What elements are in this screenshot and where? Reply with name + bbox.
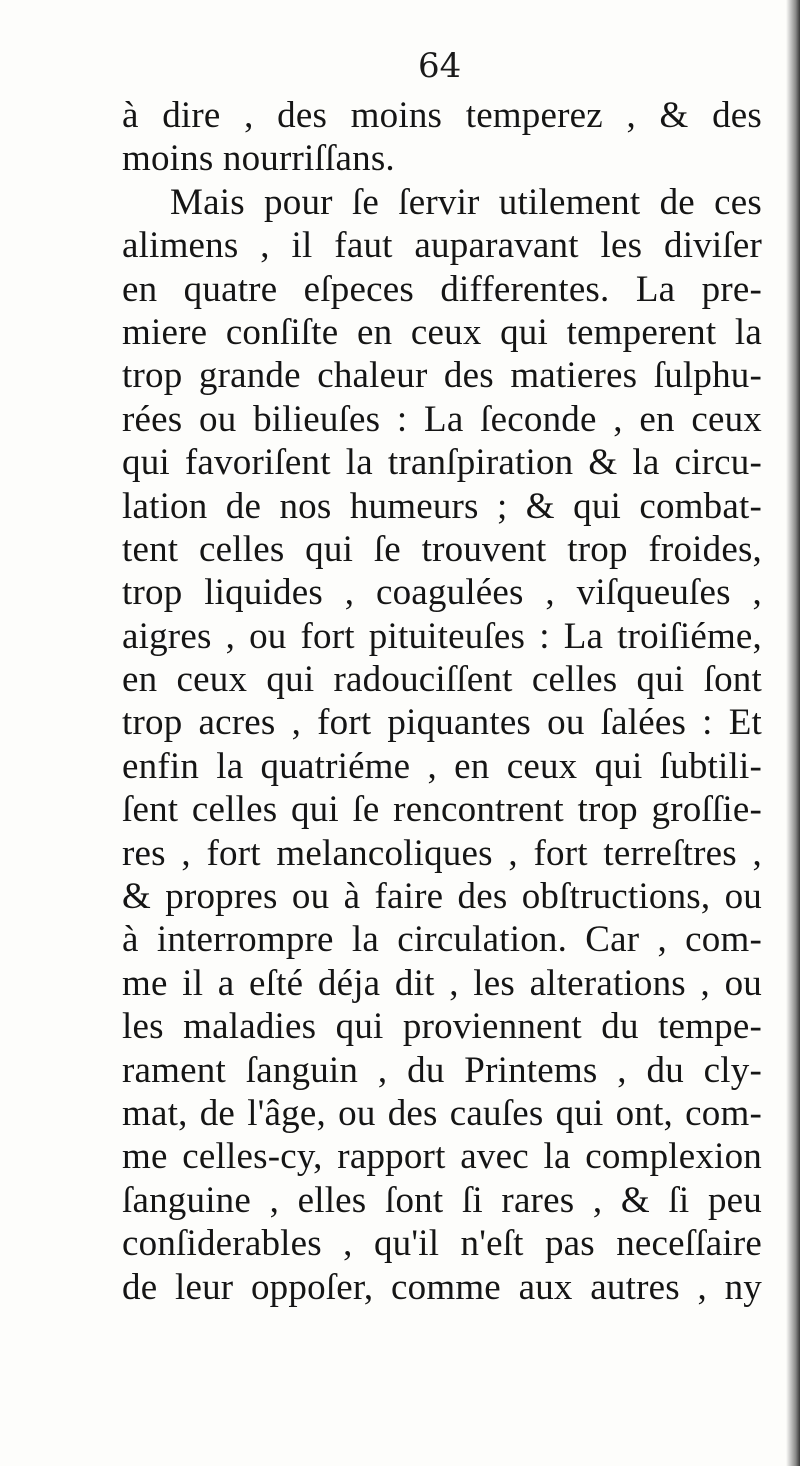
text-line: moins nourriſſans. — [122, 138, 395, 180]
text-line: conſiderables , qu'il n'eſt pas neceſſaire — [122, 1223, 762, 1265]
text-line: à interrompre la circulation. Car , com- — [122, 919, 762, 961]
text-line: lation de nos humeurs ; & qui combat- — [122, 485, 762, 527]
text-line: trop liquides , coagulées , viſqueuſes , — [122, 572, 762, 614]
text-line: enfin la quatriéme , en ceux qui ſubtili- — [122, 745, 762, 787]
text-line: de leur oppoſer, comme aux autres , ny — [122, 1266, 762, 1308]
text-line: en quatre eſpeces differentes. La pre- — [122, 268, 762, 310]
text-line: les maladies qui proviennent du tempe- — [122, 1006, 762, 1048]
text-line: ſent celles qui ſe rencontrent trop groſſie- — [122, 789, 762, 831]
page-edge-shadow — [786, 0, 800, 1466]
text-line: ſanguine , elles ſont ſi rares , & ſi peu — [122, 1179, 762, 1221]
body-text — [122, 94, 762, 1309]
text-line: miere conſiſte en ceux qui temperent la — [122, 311, 762, 353]
text-line: me il a eſté déja dit , les alterations , ou — [122, 962, 762, 1004]
text-line: alimens , il faut auparavant les diviſer — [122, 225, 762, 267]
text-line: & propres ou à faire des obſtructions, ou — [122, 876, 762, 918]
text-line: Mais pour ſe ſervir utilement de ces — [170, 181, 762, 223]
text-line: tent celles qui ſe trouvent trop froides, — [122, 528, 762, 570]
text-line: me celles-cy, rapport avec la complexion — [122, 1136, 762, 1178]
text-line: trop acres , fort piquantes ou ſalées : Et — [122, 702, 762, 744]
text-line: mat, de l'âge, ou des cauſes qui ont, com- — [122, 1092, 762, 1134]
text-line: rament ſanguin , du Printems , du cly- — [122, 1049, 762, 1091]
text-line: à dire , des moins temperez , & des — [122, 95, 762, 136]
text-line: trop grande chaleur des matieres ſulphu- — [122, 355, 762, 397]
page-number: 64 — [418, 46, 462, 86]
text-line: en ceux qui radouciſſent celles qui ſont — [122, 659, 762, 701]
text-line: res , fort melancoliques , fort terreſtres , — [122, 832, 762, 874]
text-line: aigres , ou fort pituiteuſes : La troiſiéme, — [122, 615, 762, 657]
text-line: rées ou bilieuſes : La ſeconde , en ceux — [122, 398, 762, 440]
text-line: qui favoriſent la tranſpiration & la circu- — [122, 442, 762, 484]
